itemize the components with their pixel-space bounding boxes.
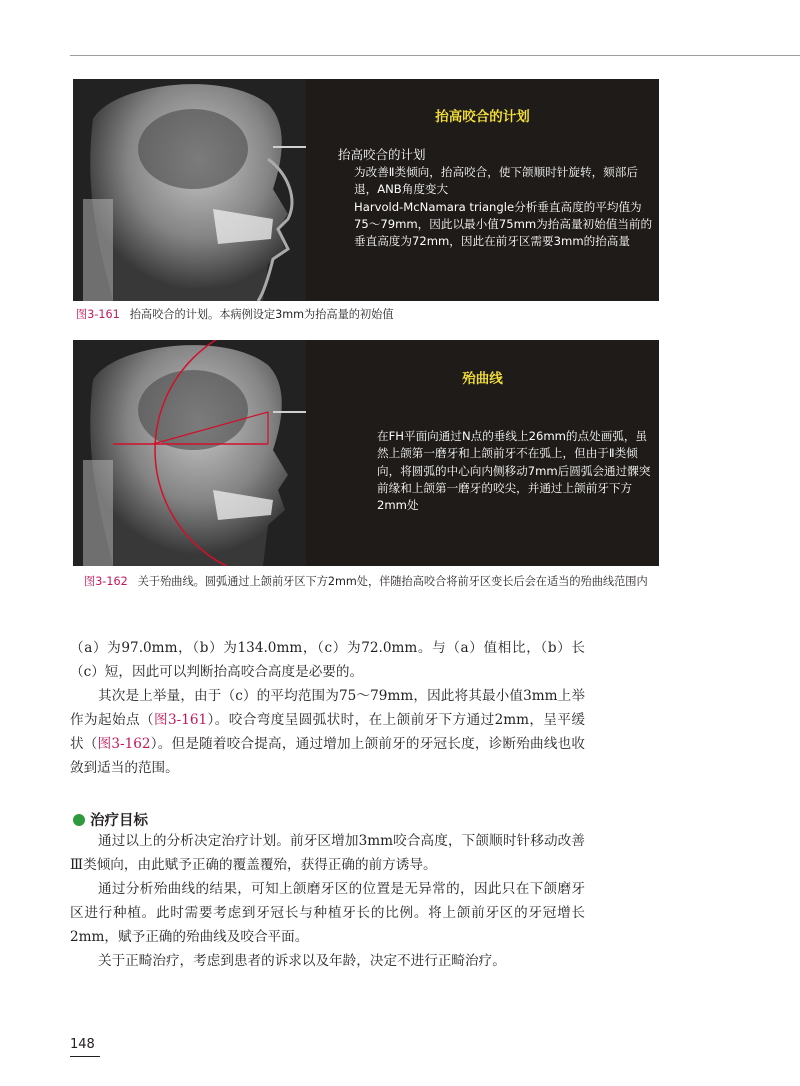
bullet-dot-icon (73, 814, 85, 826)
paragraph: 通过以上的分析决定治疗计划。前牙区增加3mm咬合高度，下颌顺时针移动改善Ⅲ类倾向，由此赋予正确的覆盖覆殆，获得正确的前方诱导。 (70, 833, 585, 873)
panel-body: 在FH平面向通过N点的垂线上26mm的点处画弧，虽然上颌第一磨牙和上颌前牙不在弧上，但由于Ⅱ类倾向，将圆弧的中心向内侧移动7mm后圆弧会通过髁突前缘和上颌第一磨牙的咬尖，并通过上颌前牙下方2mm处 (377, 429, 651, 513)
cephalometric-xray-image (73, 340, 306, 566)
cephalometric-xray-image (73, 79, 306, 301)
body-text-section (70, 829, 585, 973)
figure-reference-link[interactable]: 图3-161 (153, 712, 208, 728)
page-number: 148 (70, 1037, 95, 1052)
paragraph: 关于正畸治疗，考虑到患者的诉求以及年龄，决定不进行正畸治疗。 (98, 953, 506, 969)
section-title: 治疗目标 (90, 813, 148, 829)
figure-3-161 (73, 79, 659, 301)
section-heading (73, 809, 148, 830)
text-run: ）。但是随着咬合提高，通过增加上颌前牙的牙冠长度，诊断殆曲线也收敛到适当的范围。 (70, 736, 585, 776)
panel-subtitle: 抬高咬合的计划 (338, 147, 426, 162)
panel-body: 为改善Ⅱ类倾向，抬高咬合，使下颌顺时针旋转，颏部后退，ANB角度变大 Harvold-McNamara triangle分析垂直高度的平均值为75～79mm，因此以最小值75mm为抬高量初始值当前的垂直高度为72mm，因此在前牙区需要3mm的抬高量 (354, 165, 653, 249)
figure-number: 图3-162 (84, 575, 128, 588)
figure-reference-link[interactable]: 图3-162 (97, 736, 151, 752)
panel-title: 殆曲线 (462, 371, 503, 387)
header-rule (70, 55, 800, 56)
panel-title: 抬高咬合的计划 (435, 109, 530, 125)
paragraph: （a）为97.0mm，（b）为134.0mm，（c）为72.0mm。与（a）值相比，（b）长（c）短，因此可以判断抬高咬合高度是必要的。 (70, 640, 585, 680)
explanation-panel (306, 340, 659, 566)
paragraph (70, 684, 585, 780)
caption-text: 抬高咬合的计划。本病例设定3mm为抬高量的初始值 (129, 308, 394, 321)
caption-text: 关于殆曲线。圆弧通过上颌前牙区下方2mm处，伴随抬高咬合将前牙区变长后会在适当的殆曲线范围内 (137, 575, 648, 588)
figure-caption (76, 306, 666, 323)
text-run: ）。咬合弯度呈圆弧状时，在上颌前牙下方通过2mm，呈平缓状（ (70, 712, 585, 752)
figure-number: 图3-161 (76, 308, 120, 321)
page-number-rule (70, 1056, 100, 1057)
figure-3-162 (73, 340, 659, 566)
text-run: 其次是上举量，由于（c）的平均范围为75～79mm，因此将其最小值3mm上举作为起始点（ (70, 688, 585, 728)
body-text-section (70, 636, 585, 780)
figure-caption (84, 573, 654, 590)
paragraph: 通过分析殆曲线的结果，可知上颌磨牙区的位置是无异常的，因此只在下颌磨牙区进行种植。此时需要考虑到牙冠长与种植牙长的比例。将上颌前牙区的牙冠增长2mm，赋予正确的殆曲线及咬合平面。 (70, 881, 585, 945)
explanation-panel (306, 79, 659, 301)
